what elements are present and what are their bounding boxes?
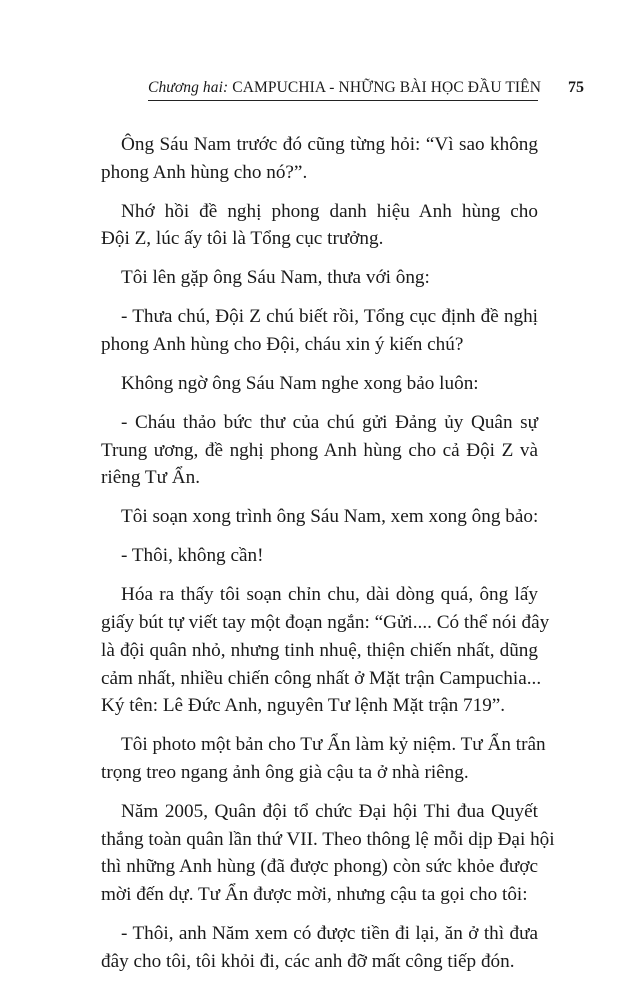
text-line: thắng toàn quân lần thứ VII. Theo thông lệ mỗi dịp Đại hội — [101, 828, 555, 850]
paragraph — [101, 920, 538, 976]
text-line: Ký tên: Lê Đức Anh, nguyên Tư lệnh Mặt trận 719”. — [101, 695, 506, 717]
text-line: phong Anh hùng cho nó?”. — [101, 161, 308, 183]
running-head — [148, 79, 542, 101]
text-line: - Cháu thảo bức thư của chú gửi Đảng ủy Quân sự — [121, 411, 538, 433]
text-line: Tôi photo một bản cho Tư Ẩn làm kỷ niệm. Tư Ẩn trân — [121, 734, 546, 756]
text-line: Đội Z, lúc ấy tôi là Tổng cục trưởng. — [101, 228, 384, 250]
paragraph — [101, 198, 538, 254]
text-line: phong Anh hùng cho Đội, cháu xin ý kiến chú? — [101, 334, 464, 356]
paragraph — [101, 798, 555, 909]
paragraph — [101, 581, 550, 720]
text-line: Trung ương, đề nghị phong Anh hùng cho cả Đội Z và — [101, 439, 538, 461]
text-line: - Thưa chú, Đội Z chú biết rồi, Tổng cục định đề nghị — [121, 306, 538, 328]
text-line: - Thôi, không cần! — [121, 545, 264, 567]
text-line: Năm 2005, Quân đội tổ chức Đại hội Thi đua Quyết — [121, 800, 538, 822]
text-line: Hóa ra thấy tôi soạn chỉn chu, dài dòng quá, ông lấy — [121, 584, 538, 606]
paragraph — [101, 264, 538, 292]
text-line: Tôi lên gặp ông Sáu Nam, thưa với ông: — [121, 267, 430, 289]
text-line: trọng treo ngang ảnh ông già cậu ta ở nhà riêng. — [101, 761, 469, 783]
text-line: đây cho tôi, tôi khỏi đi, các anh đỡ mất công tiếp đón. — [101, 950, 515, 972]
text-line: giấy bút tự viết tay một đoạn ngắn: “Gửi.... Có thể nói đây — [101, 611, 550, 633]
paragraph — [101, 503, 538, 531]
chapter-title: CAMPUCHIA - NHỮNG BÀI HỌC ĐẦU TIÊN — [232, 79, 542, 96]
text-line: riêng Tư Ẩn. — [101, 467, 201, 489]
paragraph — [101, 370, 538, 398]
text-line: Nhớ hồi đề nghị phong danh hiệu Anh hùng cho — [121, 200, 538, 222]
text-line: cảm nhất, nhiều chiến công nhất ở Mặt trận Campuchia... — [101, 667, 542, 689]
paragraph — [101, 303, 538, 359]
paragraph — [101, 131, 538, 187]
page-number: 75 — [568, 79, 584, 96]
paragraph — [101, 542, 538, 570]
text-line: mời đến dự. Tư Ẩn được mời, nhưng cậu ta gọi cho tôi: — [101, 884, 528, 906]
paragraph — [101, 409, 538, 492]
body-text — [101, 131, 555, 987]
text-line: Không ngờ ông Sáu Nam nghe xong bảo luôn: — [121, 372, 479, 394]
paragraph — [101, 731, 546, 787]
text-line: Tôi soạn xong trình ông Sáu Nam, xem xong ông bảo: — [121, 506, 539, 528]
text-line: - Thôi, anh Năm xem có được tiền đi lại, ăn ở thì đưa — [121, 923, 538, 945]
text-line: Ông Sáu Nam trước đó cũng từng hỏi: “Vì sao không — [121, 134, 538, 155]
chapter-label: Chương hai: — [148, 79, 229, 96]
text-line: thì những Anh hùng (đã được phong) còn sức khỏe được — [101, 856, 538, 878]
text-line: là đội quân nhỏ, nhưng tinh nhuệ, thiện chiến nhất, dũng — [101, 639, 538, 661]
